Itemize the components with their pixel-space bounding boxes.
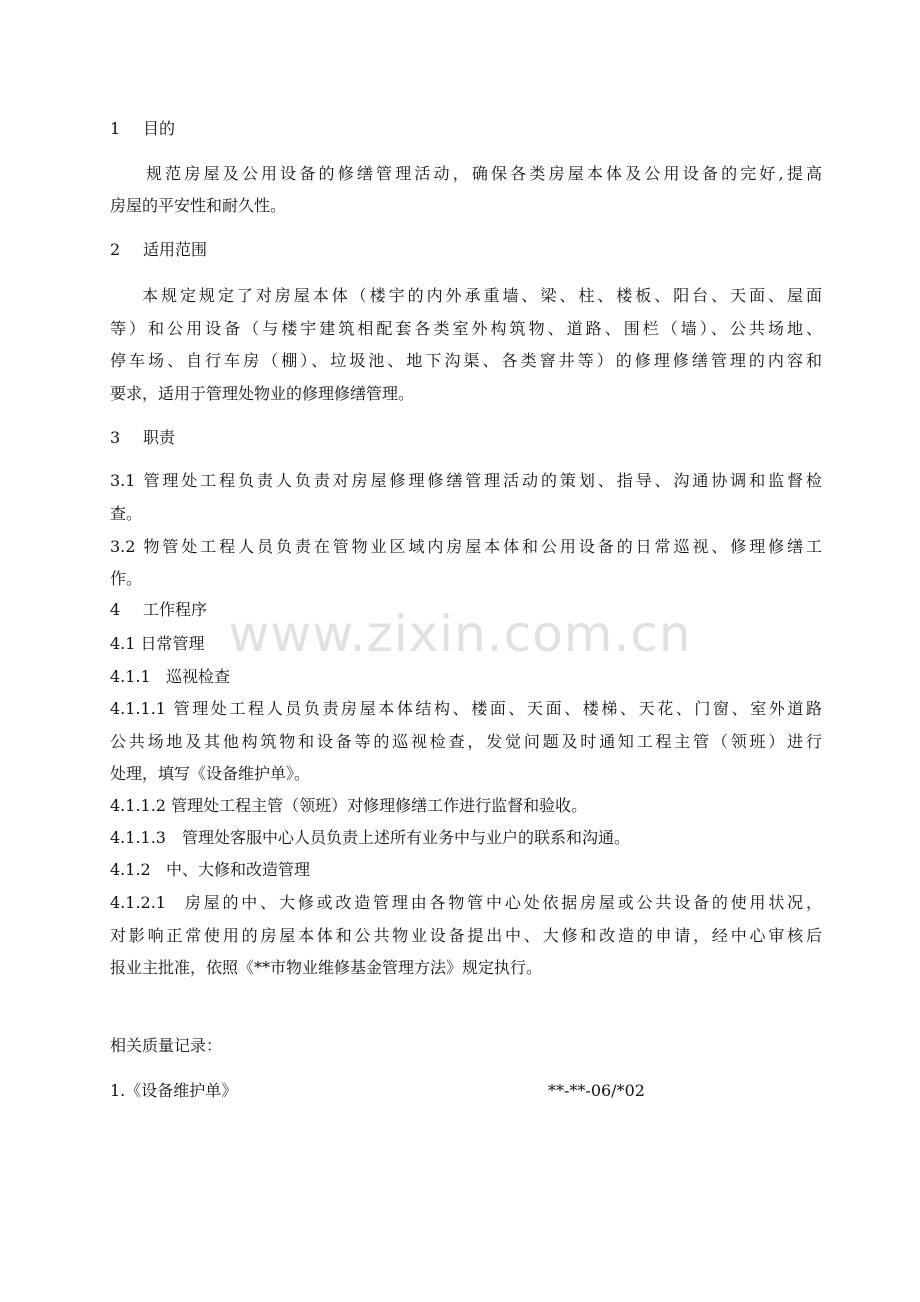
heading-duties bbox=[110, 428, 822, 448]
heading-inspection bbox=[110, 667, 822, 687]
item-4-1-1-1-line-3: 处理，填写《设备维护单》。 bbox=[110, 764, 311, 783]
duty-3-1-line-2: 查。 bbox=[110, 504, 143, 523]
item-4-1-2-1-line-1 bbox=[110, 893, 822, 913]
heading-title: 工作程序 bbox=[143, 600, 208, 619]
purpose-line-1: 规范房屋及公用设备的修缮管理活动，确保各类房屋本体及公用设备的完好,提高 bbox=[146, 164, 822, 183]
item-4-1-1-1-line-1: 4.1.1.1 管理处工程人员负责房屋本体结构、楼面、天面、楼梯、天花、门窗、室外道路 bbox=[110, 699, 822, 718]
heading-title: 适用范围 bbox=[143, 240, 208, 259]
item-number: 4.1.2.1 bbox=[110, 893, 166, 912]
duty-3-2-line-2: 作。 bbox=[110, 569, 143, 588]
heading-number: 4.1.1 bbox=[110, 667, 151, 686]
item-4-1-2-1-line-2: 对影响正常使用的房屋本体和公共物业设备提出中、大修和改造的申请，经中心审核后 bbox=[110, 926, 822, 945]
item-number: 4.1.1.3 bbox=[110, 828, 166, 847]
heading-title: 巡视检查 bbox=[166, 667, 231, 686]
record-item-code: **-**-06/*02 bbox=[548, 1081, 645, 1100]
item-4-1-2-1-line-3: 报业主批准，依照《**市物业维修基金管理方法》规定执行。 bbox=[110, 958, 543, 977]
heading-purpose bbox=[110, 119, 822, 139]
duty-3-2-line-1: 3.2 物管处工程人员负责在管物业区域内房屋本体和公用设备的日常巡视、修理修缮工 bbox=[110, 537, 822, 556]
scope-line-1: 本规定规定了对房屋本体（楼宇的内外承重墙、梁、柱、楼板、阳台、天面、屋面 bbox=[142, 286, 822, 305]
record-item-name: 1.《设备维护单》 bbox=[110, 1081, 238, 1100]
heading-number: 3 bbox=[110, 428, 121, 447]
watermark: www.zixin.com.cn bbox=[228, 605, 692, 663]
heading-title: 职责 bbox=[143, 428, 176, 447]
item-4-1-1-3 bbox=[110, 828, 822, 848]
heading-title: 目的 bbox=[143, 119, 176, 138]
duty-3-1-line-1: 3.1 管理处工程负责人负责对房屋修理修缮管理活动的策划、指导、沟通协调和监督检 bbox=[110, 471, 822, 490]
heading-procedure bbox=[110, 600, 822, 620]
scope-line-2: 等）和公用设备（与楼宇建筑相配套各类室外构筑物、道路、围栏（墙）、公共场地、 bbox=[110, 319, 822, 338]
purpose-line-2: 房屋的平安性和耐久性。 bbox=[110, 196, 287, 215]
scope-line-4: 要求，适用于管理处物业的修理修缮管理。 bbox=[110, 384, 415, 403]
item-4-1-1-2: 4.1.1.2 管理处工程主管（领班）对修理修缮工作进行监督和验收。 bbox=[110, 796, 588, 815]
heading-number: 2 bbox=[110, 240, 121, 259]
heading-number: 4.1.2 bbox=[110, 860, 151, 879]
heading-number: 4 bbox=[110, 600, 121, 619]
heading-scope bbox=[110, 240, 822, 260]
item-text: 房屋的中、大修或改造管理由各物管中心处依据房屋或公共设备的使用状况， bbox=[182, 893, 822, 912]
item-4-1-1-1-line-2: 公共场地及其他构筑物和设备等的巡视检查，发觉问题及时通知工程主管（领班）进行 bbox=[110, 732, 822, 751]
heading-daily-management: 4.1 日常管理 bbox=[110, 634, 205, 653]
heading-title: 中、大修和改造管理 bbox=[166, 860, 311, 879]
records-title: 相关质量记录： bbox=[110, 1036, 223, 1055]
scope-line-3: 停车场、自行车房（棚）、垃圾池、地下沟渠、各类窨井等）的修理修缮管理的内容和 bbox=[110, 351, 822, 370]
heading-major-repair bbox=[110, 860, 822, 880]
item-text: 管理处客服中心人员负责上述所有业务中与业户的联系和沟通。 bbox=[182, 828, 631, 847]
heading-number: 1 bbox=[110, 119, 121, 138]
